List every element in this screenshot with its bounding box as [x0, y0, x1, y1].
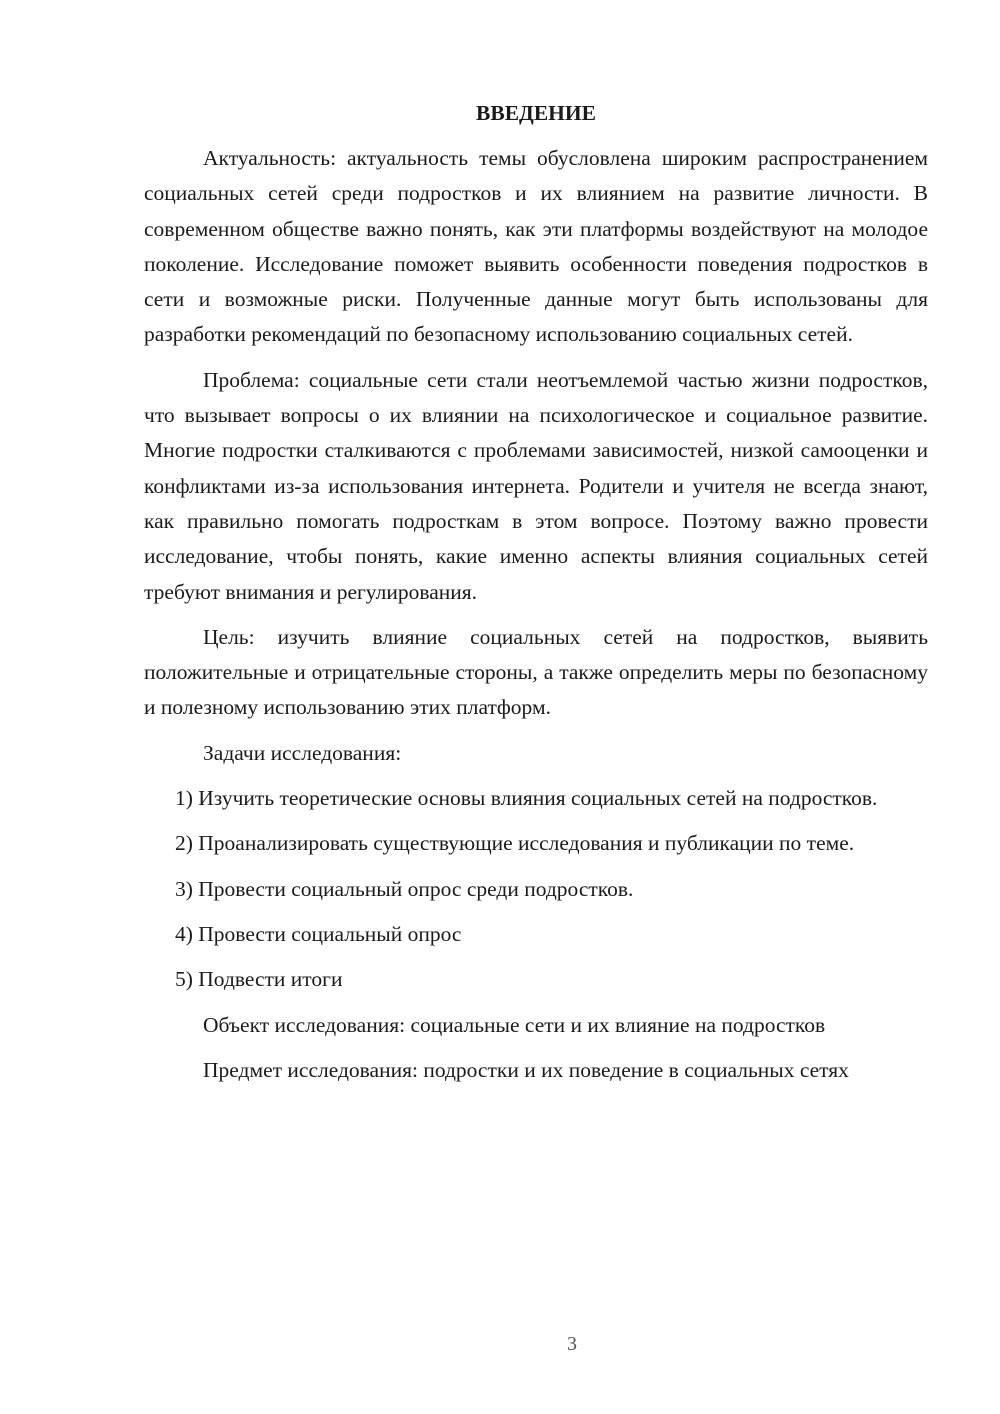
problem-paragraph: Проблема: социальные сети стали неотъемлемой частью жизни подростков, что вызывает вопросы о их влиянии на психологическое и социальное развитие. Многие подростки сталкиваются с проблемами зависимостей, низкой самооценки и конфликтами из-за использования интернета. Родители и учителя не всегда знают, как правильно помогать подросткам в этом вопросе. Поэтому важно провести исследование, чтобы понять, какие именно аспекты влияния социальных сетей требуют внимания и регулирования. — [144, 367, 928, 604]
research-subject: Предмет исследования: подростки и их поведение в социальных сетях — [203, 1057, 849, 1082]
task-item: 1) Изучить теоретические основы влияния социальных сетей на подростков. — [175, 786, 878, 811]
task-item: 4) Провести социальный опрос — [175, 921, 462, 946]
page-title: ВВЕДЕНИЕ — [476, 101, 596, 125]
task-item: 3) Провести социальный опрос среди подростков. — [175, 876, 634, 901]
relevance-paragraph: Актуальность: актуальность темы обусловлена широким распространением социальных сетей среди подростков и их влиянием на развитие личности. В современном обществе важно понять, как эти платформы воздействуют на молодое поколение. Исследование поможет выявить особенности поведения подростков в сети и возможные риски. Полученные данные могут быть использованы для разработки рекомендаций по безопасному использованию социальных сетей. — [144, 146, 928, 347]
task-item: 5) Подвести итоги — [175, 967, 343, 992]
tasks-heading: Задачи исследования: — [203, 740, 402, 765]
goal-paragraph: Цель: изучить влияние социальных сетей на подростков, выявить положительные и отрицательные стороны, а также определить меры по безопасному и полезному использованию этих платформ. — [144, 624, 928, 720]
task-item: 2) Проанализировать существующие исследования и публикации по теме. — [175, 831, 855, 856]
research-object: Объект исследования: социальные сети и их влияние на подростков — [203, 1012, 826, 1037]
page-content — [144, 96, 928, 1098]
page-number: 3 — [567, 1333, 577, 1355]
